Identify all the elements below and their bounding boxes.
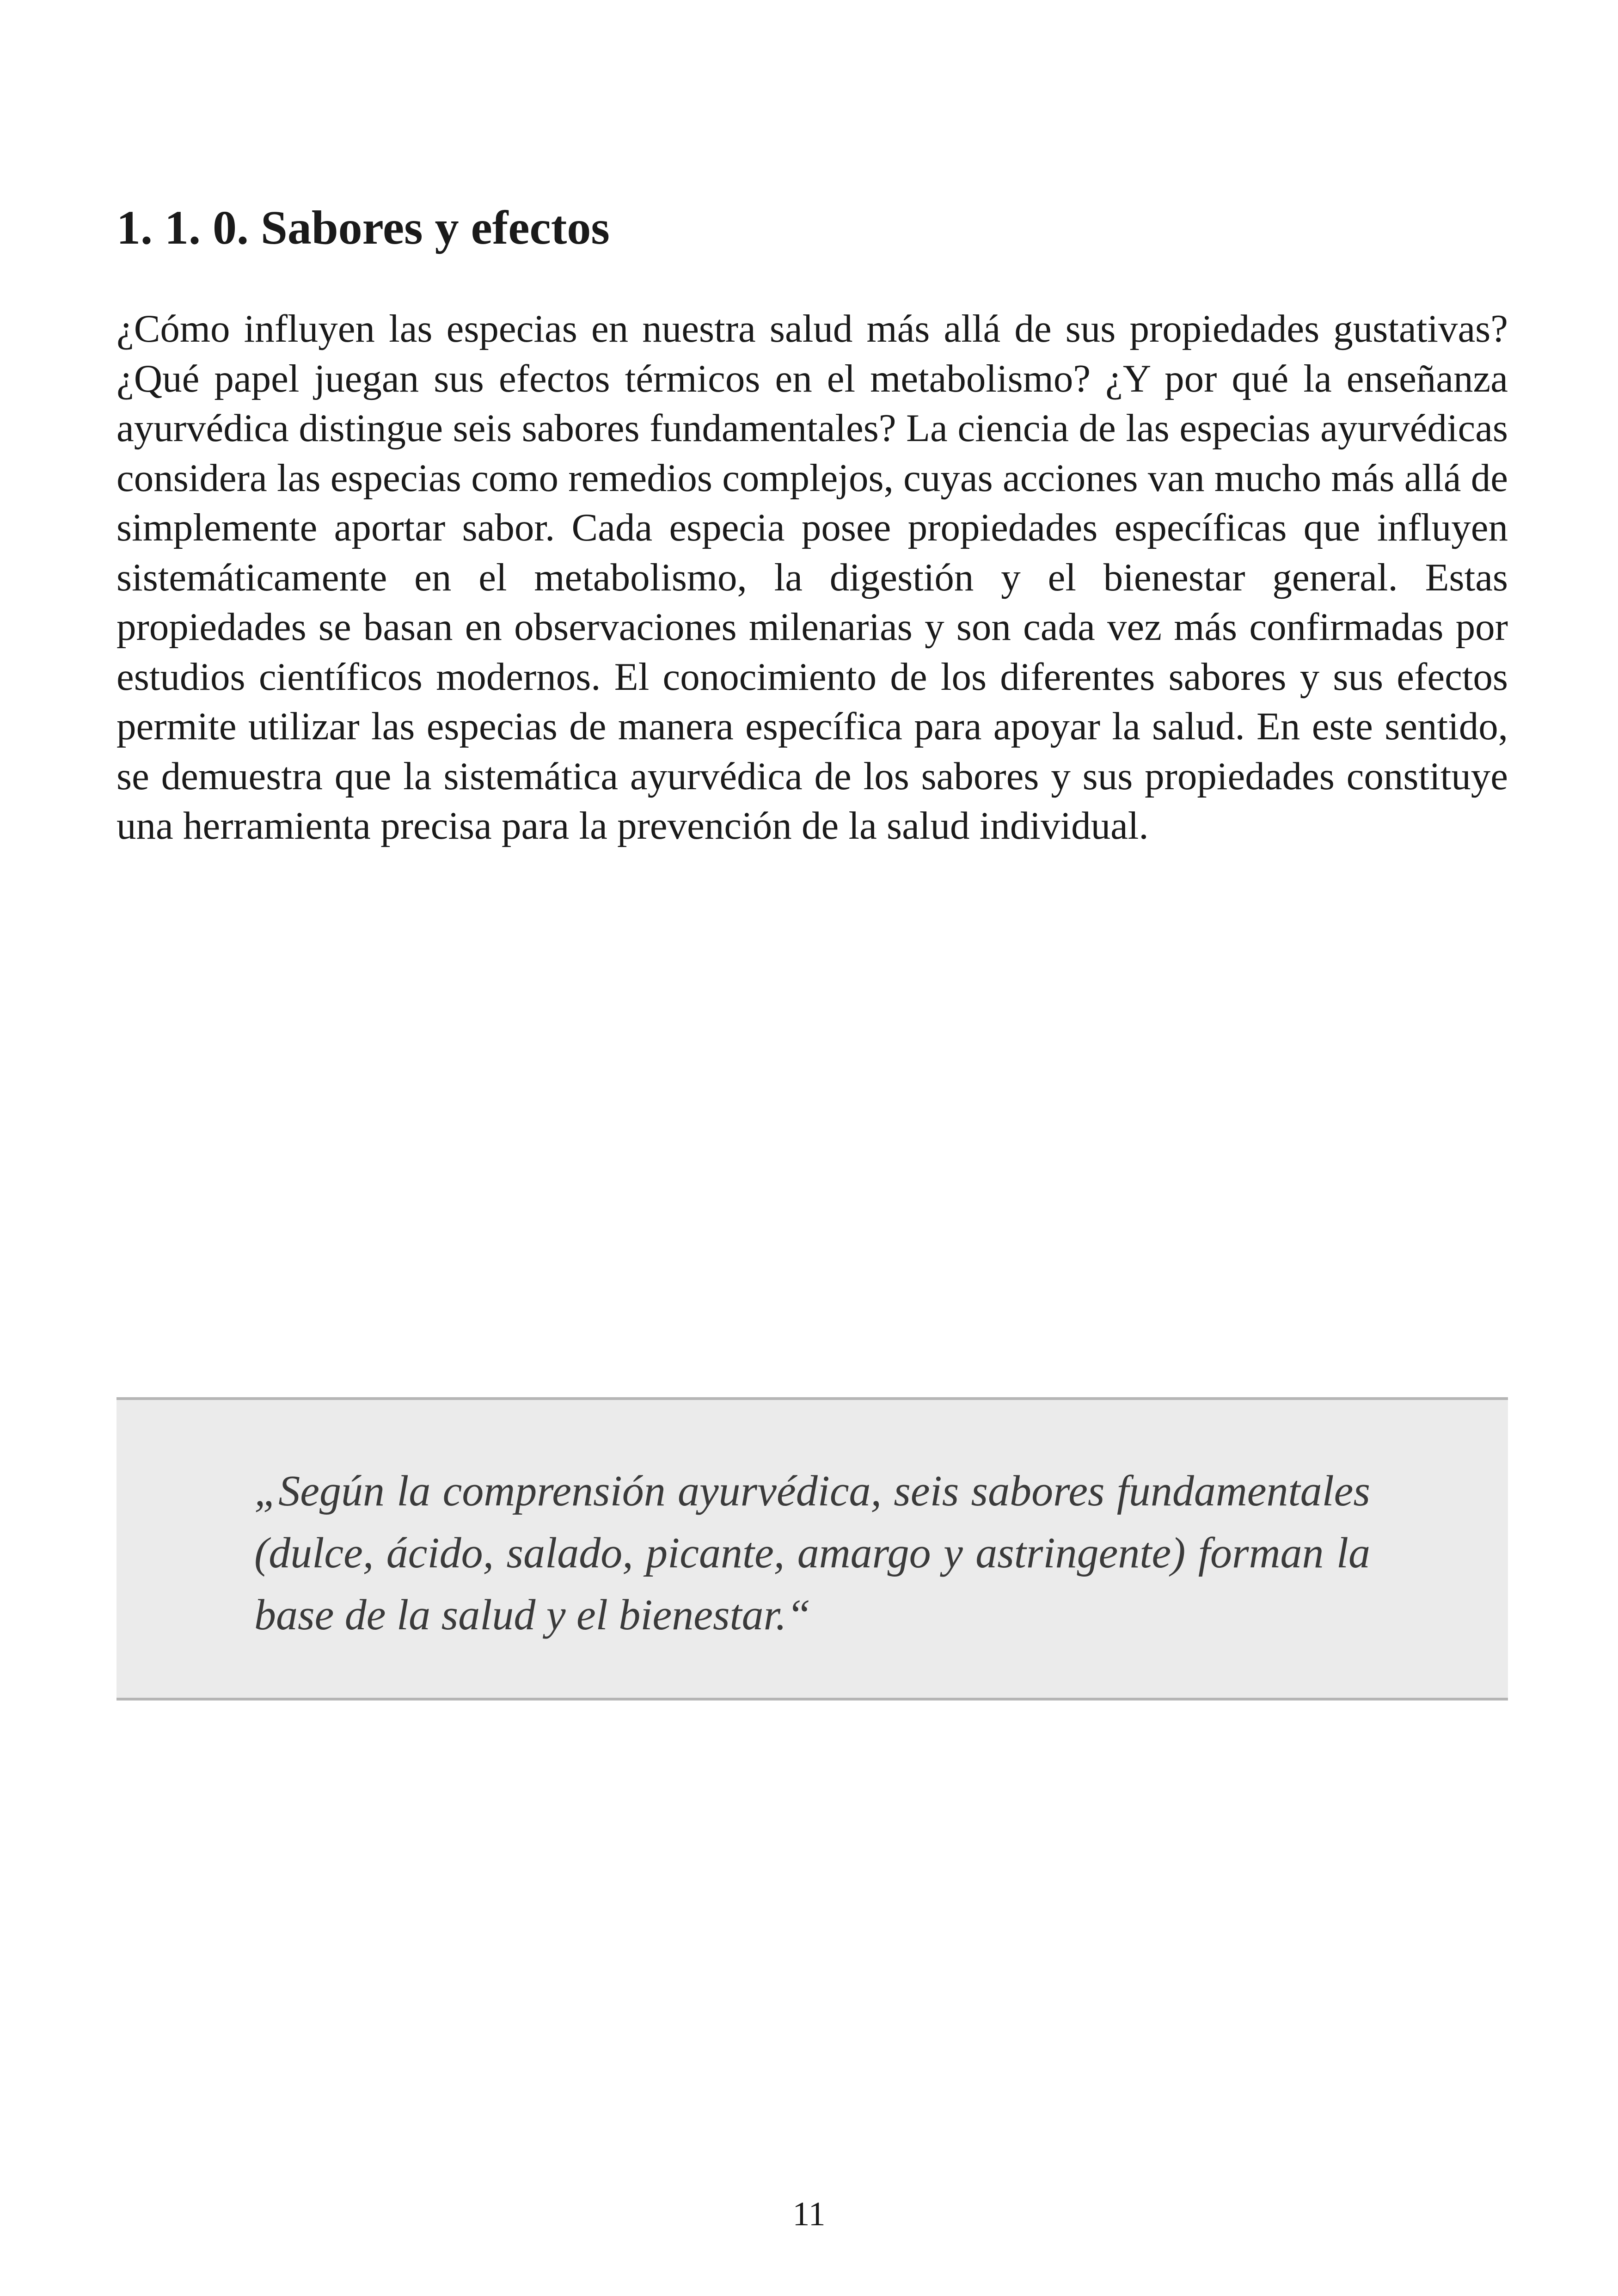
pull-quote-box xyxy=(116,1397,1508,1701)
body-paragraph: ¿Cómo influyen las especias en nuestra salud más allá de sus propiedades gustativas? ¿Qué papel juegan sus efectos térmicos en el metabolismo? ¿Y por qué la enseñanza ayurvédica distingue seis sabores fundamentales? La ciencia de las especias ayurvédicas considera las especias como remedios complejos, cuyas acciones van mucho más allá de simplemente aportar sabor. Cada especia posee propiedades específicas que influyen sistemáticamente en el metabolismo, la digestión y el bienestar general. Estas propiedades se basan en observaciones milenarias y son cada vez más confirmadas por estudios científicos modernos. El conocimiento de los diferentes sabores y sus efectos permite utilizar las especias de manera específica para apoyar la salud. En este sentido, se demuestra que la sistemática ayurvédica de los sabores y sus propiedades constituye una herramienta precisa para la prevención de la salud individual. xyxy=(116,307,1508,847)
section-heading: 1. 1. 0. Sabores y efectos xyxy=(116,201,610,254)
pull-quote-text: „Según la comprensión ayurvédica, seis sabores fundamentales (dulce, ácido, salado, picante, amargo y astringente) forman la base de la salud y el bienestar.“ xyxy=(254,1467,1370,1639)
page-number: 11 xyxy=(792,2195,826,2233)
